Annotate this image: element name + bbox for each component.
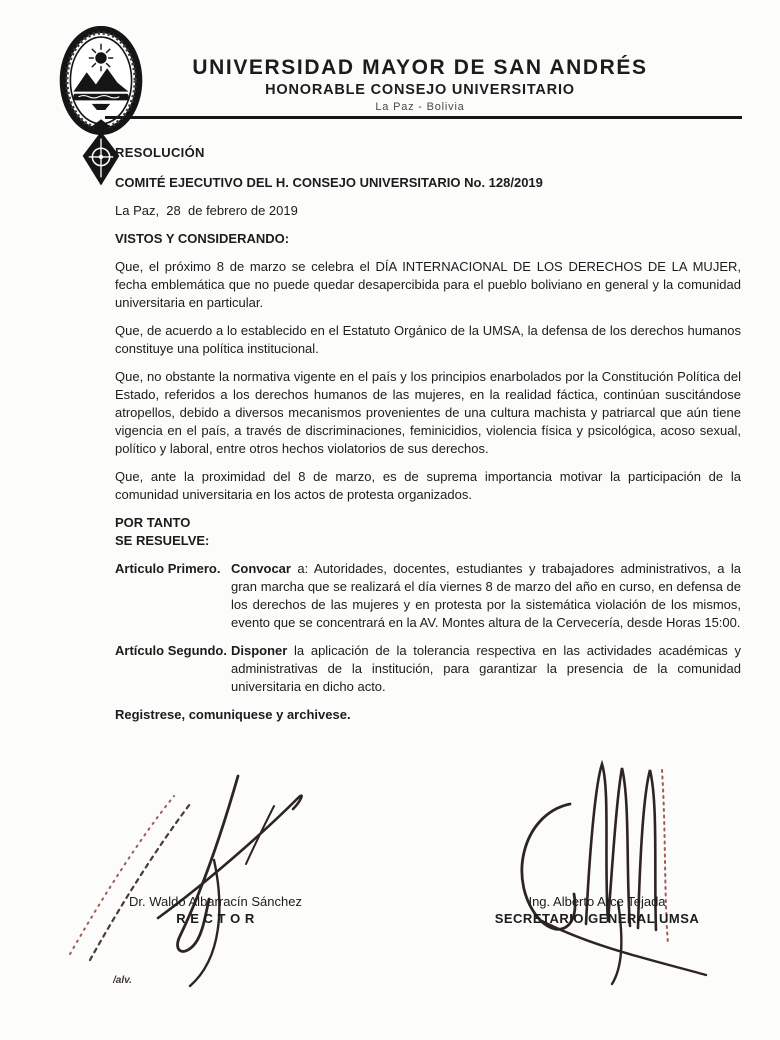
article-primero-label: Articulo Primero.: [115, 561, 221, 576]
secretary-signature-block: [452, 893, 742, 927]
considerando-paragraph-1: Que, el próximo 8 de marzo se celebra el DÍA INTERNACIONAL DE LOS DERECHOS DE LA MUJER, fecha emblemática que no puede quedar desapercibida para el pueblo boliviano en general y la comunidad universitaria en particular.: [115, 259, 741, 310]
article-primero-lead: Convocar: [231, 561, 291, 576]
article-segundo-label: Artículo Segundo.: [115, 643, 227, 658]
rector-title: R E C T O R: [176, 911, 255, 926]
article-segundo-text: [231, 642, 741, 696]
article-primero: [115, 560, 741, 632]
date-line: La Paz, 28 de febrero de 2019: [115, 203, 298, 218]
article-segundo: [115, 642, 741, 696]
closing-line: Registrese, comuniquese y archivese.: [115, 707, 351, 722]
rector-name: Dr. Waldo Albarracín Sánchez: [129, 894, 302, 909]
considerando-paragraph-4: Que, ante la proximidad del 8 de marzo, es de suprema importancia motivar la participación de la comunidad universitaria en los actos de protesta organizados.: [115, 469, 741, 502]
secretary-name: Ing. Alberto Arce Tejada: [528, 894, 666, 909]
location-line: La Paz - Bolivia: [375, 101, 465, 113]
rector-signature: [62, 768, 332, 993]
secretary-title: SECRETARIO GENERAL UMSA: [494, 911, 700, 926]
secretary-signature: [492, 742, 722, 987]
university-name: UNIVERSIDAD MAYOR DE SAN ANDRÉS: [192, 56, 648, 79]
rector-signature-block: [88, 893, 343, 927]
se-resuelve-heading: SE RESUELVE:: [115, 533, 210, 548]
article-segundo-body: la aplicación de la tolerancia respectiva en las actividades académicas y administrativas de la institución, para garantizar la presencia de la comunidad universitaria en dicho acto.: [231, 643, 741, 694]
council-name: HONORABLE CONSEJO UNIVERSITARIO: [265, 82, 575, 98]
article-primero-text: [231, 560, 741, 632]
article-primero-body: a: Autoridades, docentes, estudiantes y trabajadores administrativos, a la gran marcha que se realizará el día viernes 8 de marzo del año en curso, en defensa de los derechos de las mujeres y en protesta por la sistemática violación de los mismos, evento que se concentrará en la AV. Montes altura de la Cervecería, desde Horas 15:00.: [231, 561, 741, 630]
letterhead: [110, 56, 730, 113]
initials-footnote: /alv.: [113, 975, 132, 986]
considerando-paragraph-2: Que, de acuerdo a lo establecido en el Estatuto Orgánico de la UMSA, la defensa de los derechos humanos constituye una política institucional.: [115, 323, 741, 356]
vistos-heading: VISTOS Y CONSIDERANDO:: [115, 231, 290, 246]
resolution-title: RESOLUCIÓN: [115, 145, 205, 160]
considerando-paragraph-3: Que, no obstante la normativa vigente en el país y los principios enarbolados por la Constitución Política del Estado, referidos a los derechos humanos de las mujeres, en la realidad fáctica, continúan suscitándose atropellos, debido a diversos mecanismos provenientes de una cultura machista y patriarcal que aún tiene vigencia en el país, a través de discriminaciones, feminicidios, violencia física y psicológica, acoso sexual, político y laboral, entre otros hechos violatorios de sus derechos.: [115, 369, 741, 456]
header-divider: [105, 116, 742, 119]
por-tanto-heading: POR TANTO: [115, 515, 191, 530]
article-segundo-lead: Disponer: [231, 643, 288, 658]
resolution-body: [115, 144, 741, 734]
committee-number-line: COMITÉ EJECUTIVO DEL H. CONSEJO UNIVERSITARIO No. 128/2019: [115, 175, 543, 190]
